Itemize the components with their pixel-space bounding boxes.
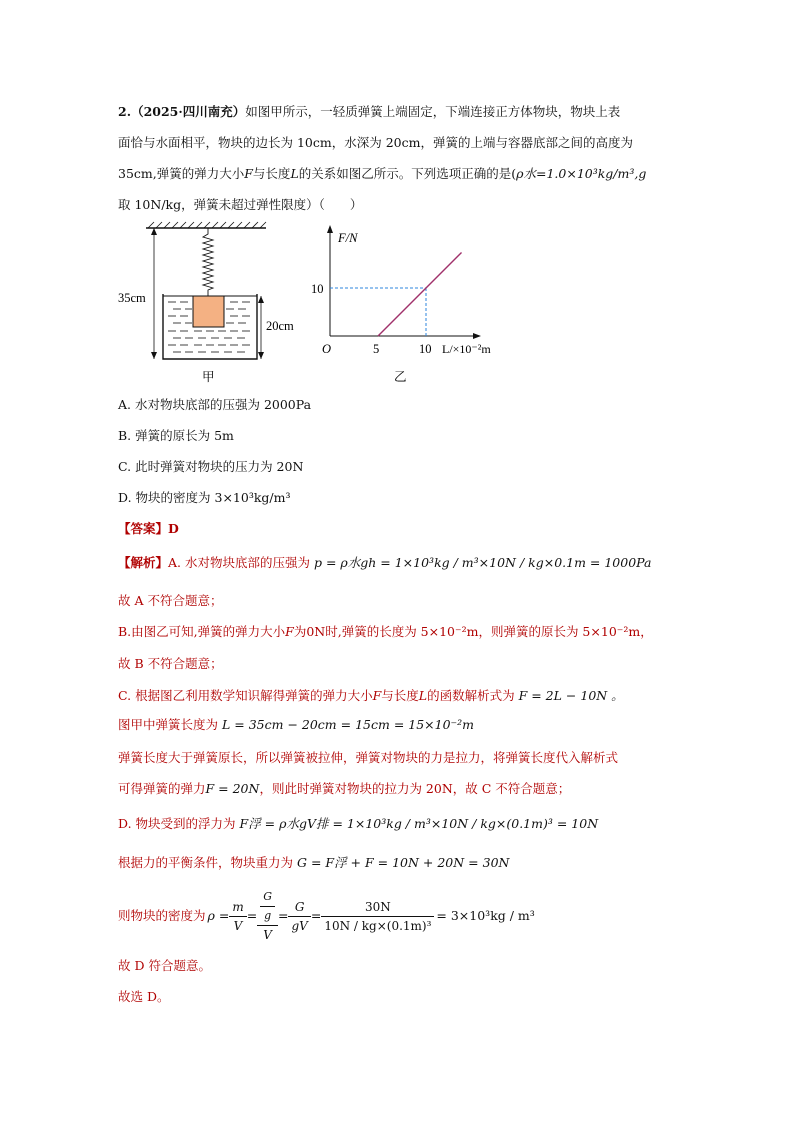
answer-line: [118, 520, 179, 538]
analysis-d1-text: D. 物块受到的浮力为: [118, 816, 236, 831]
option-d-text: D. 物块的密度为 3×10³kg/m³: [118, 490, 291, 505]
option-c-text: C. 此时弹簧对物块的压力为 20N: [118, 459, 304, 474]
series-line: [378, 252, 462, 336]
analysis-c1-mid: 与长度: [381, 688, 419, 703]
option-c: [118, 458, 303, 476]
answer-tag: 【答案】: [118, 521, 169, 536]
question-source: （2025·四川南充）: [131, 104, 246, 119]
analysis-d1: [118, 815, 598, 833]
analysis-c3-text: 弹簧长度大于弹簧原长，所以弹簧被拉伸，弹簧对物块的力是拉力，将弹簧长度代入解析式: [118, 750, 619, 765]
x-tick-5: 5: [373, 342, 380, 356]
origin-label: O: [322, 342, 332, 356]
stem-text-3c: 的关系如图乙所示。下列选项正确的是(: [298, 166, 517, 181]
frac-inner-G: G: [260, 888, 275, 907]
analysis-c4: [118, 780, 570, 798]
analysis-d2-text: 根据力的平衡条件，物块重力为: [118, 855, 294, 870]
frac-denominator: 10N / kg×(0.1m)³: [324, 918, 432, 933]
formula-spring-fn: F = 2L − 10N 。: [518, 688, 624, 703]
frac-G-g-over-V: [257, 888, 278, 944]
frac-m-over-V: [229, 898, 246, 935]
formula-gravity: G = F浮 + F = 10N + 20N = 30N: [297, 855, 510, 870]
frac-m: m: [229, 898, 246, 917]
analysis-a2: [118, 592, 222, 610]
frac-inner-g: g: [264, 909, 272, 922]
option-a-text: A. 水对物块底部的压强为 2000Pa: [118, 397, 312, 412]
analysis-b1: [118, 623, 653, 641]
analysis-tag: 【解析】: [118, 555, 169, 570]
frac-gV: gV: [291, 918, 308, 933]
stem-text-3b: 与长度: [252, 166, 291, 181]
question-line-4: [118, 196, 362, 214]
figure-jia: [118, 222, 294, 384]
analysis-c2-text: 图甲中弹簧长度为: [118, 717, 219, 732]
frac-outer-V: V: [263, 928, 272, 942]
analysis-c4-end: ，则此时弹簧对物块的拉力为 20N，故 C 不符合题意；: [259, 781, 571, 796]
stem-var-F: F: [244, 166, 253, 181]
analysis-a2-text: 故 A 不符合题意；: [118, 593, 223, 608]
stem-text-2: 面恰与水面相平，物块的边长为 10cm，水深为 20cm，弹簧的上端与容器底部之间的高度为: [118, 135, 633, 150]
frac-30N: 30N: [321, 898, 434, 917]
analysis-d5: [118, 988, 170, 1006]
y-axis-arrow: [327, 225, 333, 233]
analysis-d3: 则物块的密度为 ρ = $\frac{m}{V}$ = $\frac{\frac{G}{g}}{V}$ = $\frac{G}{gV}$ = $\frac{30N}{\text{10N / kg×(0.1m)³}}$ = 3×10³kg / m³: [118, 890, 535, 942]
analysis-d2: [118, 854, 509, 872]
question-number: 2.: [118, 104, 132, 119]
question-line-1: [118, 103, 620, 121]
x-axis-label: L/×10⁻²m: [442, 342, 491, 356]
stem-constants: ρ水=1.0×10³kg/m³,g: [516, 166, 647, 181]
stem-text-1: 如图甲所示，一轻质弹簧上端固定，下端连接正方体物块，物块上表: [245, 104, 621, 119]
figure-yi-chart: [308, 222, 508, 386]
analysis-c1-F: F: [372, 688, 382, 703]
option-a: [118, 396, 311, 414]
analysis-b1-F: F: [285, 624, 294, 639]
analysis-a1: [118, 554, 651, 572]
analysis-d3-text: 则物块的密度为: [118, 908, 206, 923]
x-axis-arrow: [473, 333, 481, 339]
spring: [203, 228, 213, 296]
formula-F20: F = 20N: [205, 781, 260, 796]
stem-text-4: 取 10N/kg，弹簧未超过弹性限度）（ ）: [118, 197, 363, 212]
label-35cm: 35cm: [118, 291, 146, 305]
analysis-b2: [118, 655, 223, 673]
caption-yi: 乙: [394, 369, 407, 384]
option-d: [118, 489, 291, 507]
formula-buoyancy: F浮 = ρ水gV排 = 1×10³kg / m³×10N / kg×(0.1m)³ = 10N: [239, 816, 599, 831]
frac-G: G: [288, 898, 310, 917]
analysis-c2: [118, 716, 474, 734]
question-line-2: [118, 134, 633, 152]
stem-var-L: L: [290, 166, 299, 181]
option-b-text: B. 弹簧的原长为 5m: [118, 428, 234, 443]
analysis-c4-text: 可得弹簧的弹力: [118, 781, 206, 796]
analysis-a1-text: A. 水对物块底部的压强为: [168, 555, 310, 570]
answer-value: D: [168, 521, 179, 536]
label-20cm: 20cm: [266, 319, 294, 333]
formula-rho: ρ =: [207, 908, 230, 923]
density-result: = 3×10³kg / m³: [436, 908, 535, 923]
stem-text-3a: 35cm,弹簧的弹力大小: [118, 166, 245, 181]
analysis-b1-text: B.由图乙可知,弹簧的弹力大小: [118, 624, 286, 639]
analysis-d4: [118, 957, 211, 975]
formula-length: L = 35cm − 20cm = 15cm = 15×10⁻²m: [222, 717, 475, 732]
option-b: [118, 427, 234, 445]
analysis-c1-L: L: [418, 688, 428, 703]
cube-block: [193, 296, 224, 327]
analysis-d4-text: 故 D 符合题意。: [118, 958, 211, 973]
analysis-b1-mid: 为0N时,弹簧的长度为 5×10⁻²m，则弹簧的原长为 5×10⁻²m，: [293, 624, 653, 639]
analysis-b2-text: 故 B 不符合题意；: [118, 656, 223, 671]
frac-G-over-gV: [288, 898, 310, 935]
analysis-c1: [118, 687, 624, 705]
x-tick-10: 10: [419, 342, 432, 356]
analysis-d5-text: 故选 D。: [118, 989, 170, 1004]
question-line-3: [118, 165, 646, 183]
analysis-c1-end: 的函数解析式为: [427, 688, 515, 703]
y-axis-label: F/N: [338, 231, 358, 245]
formula-pressure: p = ρ水gh = 1×10³kg / m³×10N / kg×0.1m = 1000Pa: [313, 555, 652, 570]
frac-numeric: [321, 898, 434, 935]
analysis-c3: [118, 749, 618, 767]
y-tick-10: 10: [311, 282, 324, 296]
caption-jia: 甲: [202, 369, 215, 384]
frac-V: V: [233, 918, 243, 933]
analysis-c1-text: C. 根据图乙利用数学知识解得弹簧的弹力大小: [118, 688, 373, 703]
